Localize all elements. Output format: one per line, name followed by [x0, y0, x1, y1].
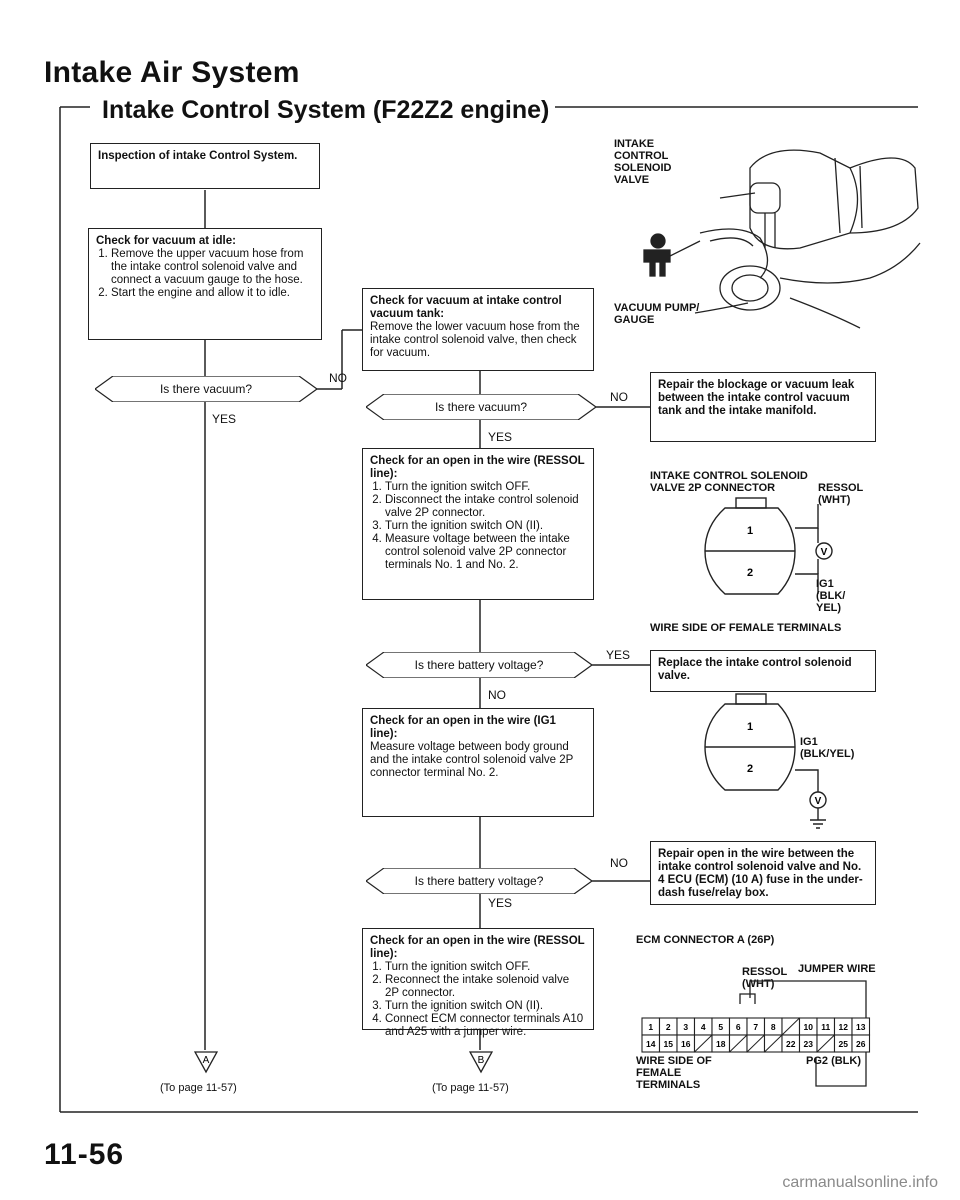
- ig1-text-b: IG1: [800, 736, 818, 748]
- start-text: Inspection of intake Control System.: [98, 150, 298, 162]
- pin-1-b: 1: [746, 721, 754, 733]
- b4-body: Measure voltage between body ground and the intake control solenoid valve 2P connector terminal No. 2.: [370, 741, 574, 779]
- ecm-wht-text: (WHT): [742, 978, 775, 990]
- ig1-label: [816, 578, 845, 614]
- yes-label-4: YES: [488, 896, 513, 910]
- ecm-terminal-label: 13: [856, 1022, 866, 1032]
- b5-step: 4. Connect ECM connector terminals A10 and A25 with a jumper wire.: [385, 1013, 586, 1039]
- ecm-wire-side-line: FEMALE: [636, 1067, 682, 1079]
- wire-side-label: WIRE SIDE OF FEMALE TERMINALS: [650, 622, 842, 634]
- ecm-terminal-label: 11: [821, 1022, 831, 1032]
- check-vacuum-idle-box: [88, 228, 322, 340]
- voltmeter-icon: V: [820, 547, 828, 558]
- question-3: [366, 652, 592, 678]
- ecm-terminal-label: 15: [663, 1039, 673, 1049]
- repair-blockage-box: [650, 372, 876, 442]
- ecm-terminal-label: 16: [681, 1039, 691, 1049]
- valve-label-line: VALVE: [614, 174, 650, 186]
- ecm-terminal-label: 3: [683, 1022, 689, 1032]
- ecm-terminal-label: 23: [803, 1039, 813, 1049]
- pin-1: 1: [746, 525, 754, 537]
- r1-text: Repair the blockage or vacuum leak between the intake control vacuum tank and the intake manifold.: [658, 379, 855, 417]
- blk-text: (BLK/: [816, 590, 846, 602]
- connector-b-icon: [469, 1050, 493, 1074]
- yes-label-2: YES: [488, 430, 513, 444]
- b3-step: 4. Measure voltage between the intake control solenoid valve 2P connector terminals No. 1 and No. 2.: [385, 533, 586, 572]
- b5-step: 3. Turn the ignition switch ON (II).: [385, 1000, 586, 1013]
- r3-text: Repair open in the wire between the intake control solenoid valve and No. 4 ECU (ECM) (10 A) fuse in the under-dash fuse/relay box.: [658, 848, 863, 899]
- pump-label: [614, 302, 699, 326]
- pin-2-b: 2: [746, 763, 754, 775]
- ig1-blkyel-label: [800, 736, 854, 760]
- pump-label-line: GAUGE: [614, 314, 655, 326]
- start-box: [90, 143, 320, 189]
- replace-valve-box: [650, 650, 876, 692]
- b5-step: 1. Turn the ignition switch OFF.: [385, 961, 586, 974]
- b1-steps: [96, 248, 314, 300]
- ig1-text: IG1: [816, 578, 834, 590]
- page-number: 11-56: [44, 1138, 125, 1171]
- yes-label-3: YES: [606, 648, 631, 662]
- ecm-terminal-label: 1: [648, 1022, 654, 1032]
- b1-step: 1. Remove the upper vacuum hose from the intake control solenoid valve and connect a vacuum gauge to the hose.: [111, 248, 314, 287]
- ecm-terminal-label: 22: [786, 1039, 796, 1049]
- b4-heading: Check for an open in the wire (IG1 line):: [370, 715, 556, 740]
- b3-step: 3. Turn the ignition switch ON (II).: [385, 520, 586, 533]
- valve-label-line: SOLENOID: [614, 162, 672, 174]
- to-page-a: (To page 11-57): [160, 1082, 237, 1094]
- ecm-terminal-label: 26: [856, 1039, 866, 1049]
- valve-label-line: INTAKE: [614, 138, 655, 150]
- ecm-terminal-label: 10: [803, 1022, 813, 1032]
- question-4: [366, 868, 592, 894]
- b1-heading: Check for vacuum at idle:: [96, 235, 236, 247]
- ressol-text: RESSOL: [818, 482, 864, 494]
- ecm-terminal-label: 7: [753, 1022, 759, 1032]
- q3-text: Is there battery voltage?: [414, 658, 544, 672]
- ecm-wire-side-line: TERMINALS: [636, 1079, 701, 1091]
- ecm-terminal-label: 4: [700, 1022, 706, 1032]
- ecm-terminal-label: 25: [838, 1039, 848, 1049]
- question-2: [366, 394, 596, 420]
- b3-step: 2. Disconnect the intake control solenoid valve 2P connector.: [385, 494, 586, 520]
- question-1: [95, 376, 317, 402]
- jumper-label: JUMPER WIRE: [798, 963, 876, 975]
- check-ressol-jumper-box: [362, 928, 594, 1038]
- ecm-terminal-label: 8: [770, 1022, 776, 1032]
- ecm-terminal-label: 14: [646, 1039, 656, 1049]
- b1-step: 2. Start the engine and allow it to idle.: [111, 287, 314, 300]
- connector-2p-ground-diagram: [700, 692, 870, 842]
- valve-label: [614, 138, 671, 186]
- b2-body: Remove the lower vacuum hose from the intake control solenoid valve, then check for vacuum.: [370, 321, 580, 359]
- connector-title-line: VALVE 2P CONNECTOR: [650, 482, 776, 494]
- voltmeter-icon-b: V: [814, 796, 822, 807]
- ecm-title: ECM CONNECTOR A (26P): [636, 934, 775, 946]
- page-title: Intake Air System: [44, 56, 300, 89]
- no-label-2: NO: [610, 390, 628, 404]
- ecm-terminal-label: 5: [718, 1022, 724, 1032]
- check-ig1-line-box: [362, 708, 594, 817]
- check-vacuum-tank-box: [362, 288, 594, 371]
- connector-a-letter: A: [202, 1055, 210, 1066]
- no-label-1: NO: [329, 371, 347, 385]
- check-ressol-line-box: [362, 448, 594, 600]
- b5-steps: [370, 961, 586, 1039]
- ecm-wire-side-label: [636, 1055, 712, 1091]
- ecm-terminal-grid: [642, 1018, 870, 1052]
- no-label-4: NO: [610, 856, 628, 870]
- wht-text: (WHT): [818, 494, 851, 506]
- b2-heading: Check for vacuum at intake control vacuum tank:: [370, 295, 562, 320]
- pg2-label: PG2 (BLK): [806, 1055, 861, 1067]
- to-page-b: (To page 11-57): [432, 1082, 509, 1094]
- watermark: carmanualsonline.info: [782, 1174, 938, 1191]
- connector-a-icon: [194, 1050, 218, 1074]
- ecm-wire-side-line: WIRE SIDE OF: [636, 1055, 712, 1067]
- pin-2: 2: [746, 567, 754, 579]
- q2-text: Is there vacuum?: [434, 400, 528, 414]
- ecm-ressol-text: RESSOL: [742, 966, 788, 978]
- yes-label-1: YES: [212, 412, 237, 426]
- b5-step: 2. Reconnect the intake solenoid valve 2P connector.: [385, 974, 586, 1000]
- ecm-terminal-label: 2: [665, 1022, 671, 1032]
- yel-text: YEL): [816, 602, 842, 614]
- connector-title-line: INTAKE CONTROL SOLENOID: [650, 470, 808, 482]
- ecm-terminal-label: 18: [716, 1039, 726, 1049]
- b3-step: 1. Turn the ignition switch OFF.: [385, 481, 586, 494]
- ecm-terminal-label: 6: [735, 1022, 741, 1032]
- valve-label-line: CONTROL: [614, 150, 669, 162]
- blkyel-text: (BLK/YEL): [800, 748, 855, 760]
- page-subtitle: Intake Control System (F22Z2 engine): [96, 96, 555, 125]
- connector-b-letter: B: [477, 1055, 485, 1066]
- q1-text: Is there vacuum?: [159, 382, 253, 396]
- b3-steps: [370, 481, 586, 572]
- q4-text: Is there battery voltage?: [414, 874, 544, 888]
- repair-open-wire-box: [650, 841, 876, 905]
- r2-text: Replace the intake control solenoid valve.: [658, 657, 852, 682]
- no-label-3: NO: [488, 688, 506, 702]
- pump-label-line: VACUUM PUMP/: [614, 302, 700, 314]
- connector-title: [650, 470, 808, 494]
- ecm-terminal-label: 12: [838, 1022, 848, 1032]
- b5-heading: Check for an open in the wire (RESSOL line):: [370, 935, 585, 960]
- b3-heading: Check for an open in the wire (RESSOL line):: [370, 455, 585, 480]
